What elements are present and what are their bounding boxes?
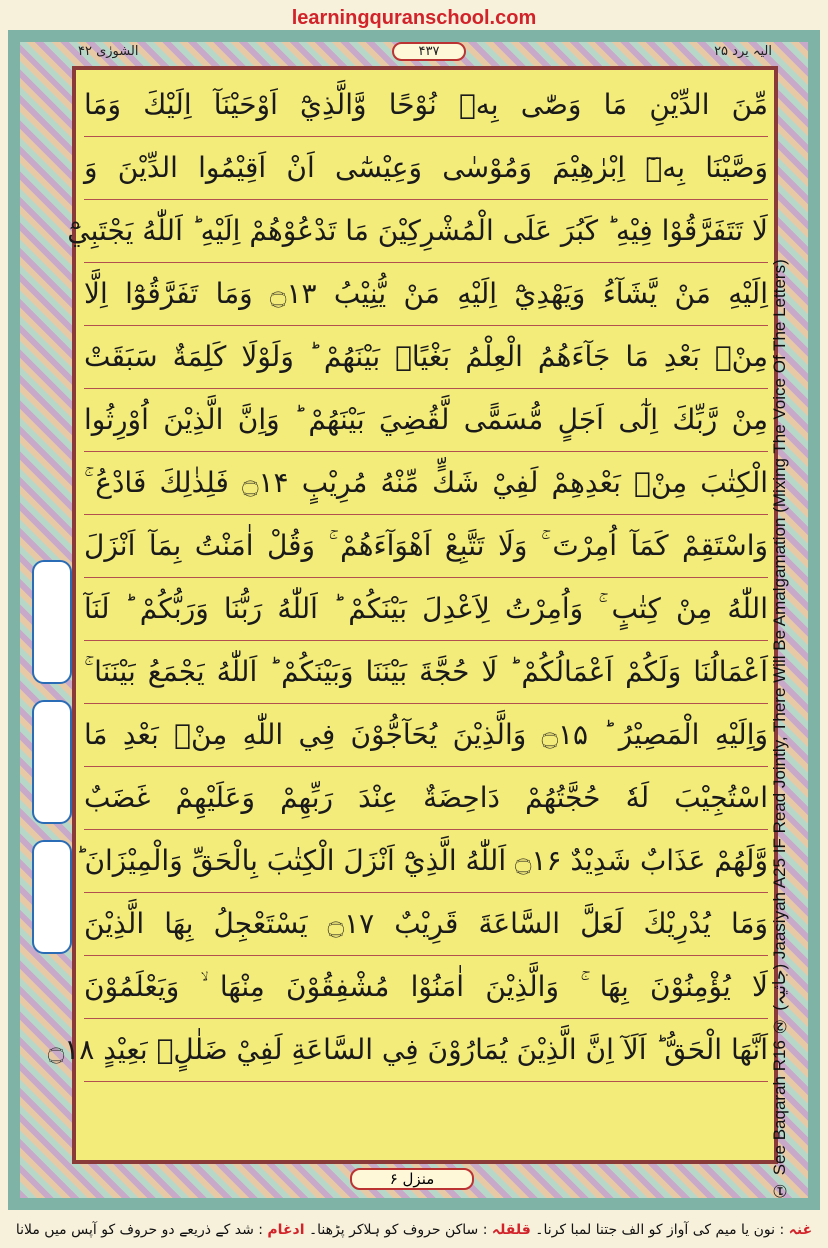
idgham-text: : شد کے ذریعے دو حروف کو آپس میں ملانا xyxy=(15,1222,263,1238)
side-note-text: ① See Baqarah R16 ② (جاثیہ) Jaasiyah A25 IF Read Jointly, There Will Be Amalgamation (Mixing The Voice Of The Letters) xyxy=(770,259,789,1200)
verse-line-6: مِنْ رَّبِّكَ اِلٰٓى اَجَلٍ مُّسَمًّى لَّقُضِيَ بَيْنَهُمْ ؕ وَاِنَّ الَّذِيْنَ اُوْرِثُوا xyxy=(84,389,768,452)
verse-line-15: لَا يُؤْمِنُوْنَ بِهَا ۚ وَالَّذِيْنَ اٰمَنُوْا مُشْفِقُوْنَ مِنْهَا ۙ وَيَعْلَمُوْنَ xyxy=(84,956,768,1019)
ghunna-text: : نون یا میم کی آواز کو الف جتنا لمبا کرنا۔ xyxy=(535,1222,785,1238)
verse-line-1: مِّنَ الدِّيْنِ مَا وَصّٰى بِهٖ نُوْحًا وَّالَّذِيْٓ اَوْحَيْنَآ اِلَيْكَ وَمَا xyxy=(84,74,768,137)
tajweed-legend xyxy=(0,1212,828,1248)
verse-line-11: وَاِلَيْهِ الْمَصِيْرُ ؕ ۝۱۵ وَالَّذِيْنَ يُحَآجُّوْنَ فِي اللّٰهِ مِنْۢ بَعْدِ مَا xyxy=(84,704,768,767)
verse-line-8: وَاسْتَقِمْ كَمَآ اُمِرْتَ ۚ وَلَا تَتَّبِعْ اَهْوَآءَهُمْ ۚ وَقُلْ اٰمَنْتُ بِمَآ اَنْزَلَ xyxy=(84,515,768,578)
verse-line-12: اسْتُجِيْبَ لَهٗ حُجَّتُهُمْ دَاحِضَةٌ عِنْدَ رَبِّهِمْ وَعَلَيْهِمْ غَضَبٌ xyxy=(84,767,768,830)
ghunna-key: غنہ xyxy=(788,1222,813,1238)
left-note-box-1 xyxy=(32,560,72,684)
juz-name: الیہ یرد ۲۵ xyxy=(714,44,772,59)
verse-line-16: اَنَّهَا الْحَقُّ ؕ اَلَآ اِنَّ الَّذِيْنَ يُمَارُوْنَ فِي السَّاعَةِ لَفِيْ ضَلٰلٍۢ بَعِيْدٍ ۝۱۸ xyxy=(84,1019,768,1082)
verse-line-3: لَا تَتَفَرَّقُوْا فِيْهِ ؕ كَبُرَ عَلَى الْمُشْرِكِيْنَ مَا تَدْعُوْهُمْ اِلَيْهِ ؕ اَللّٰهُ يَجْتَبِيْٓ xyxy=(84,200,768,263)
left-margin-notes xyxy=(30,560,70,960)
verse-line-14: وَمَا يُدْرِيْكَ لَعَلَّ السَّاعَةَ قَرِيْبٌ ۝۱۷ يَسْتَعْجِلُ بِهَا الَّذِيْنَ xyxy=(84,893,768,956)
page-header xyxy=(72,40,778,64)
side-notes xyxy=(764,60,820,1200)
verse-line-5: مِنْۢ بَعْدِ مَا جَآءَهُمُ الْعِلْمُ بَغْيًاۢ بَيْنَهُمْ ؕ وَلَوْلَا كَلِمَةٌ سَبَقَتْ xyxy=(84,326,768,389)
verse-line-9: اللّٰهُ مِنْ كِتٰبٍ ۚ وَاُمِرْتُ لِاَعْدِلَ بَيْنَكُمْ ؕ اَللّٰهُ رَبُّنَا وَرَبُّكُمْ ؕ لَنَآ xyxy=(84,578,768,641)
verse-lines xyxy=(47,74,769,1082)
page-number: ۴۳۷ xyxy=(392,42,466,61)
site-url: learningquranschool.com xyxy=(291,7,537,29)
verse-line-13: وَّلَهُمْ عَذَابٌ شَدِيْدٌ ۝۱۶ اَللّٰهُ الَّذِيْٓ اَنْزَلَ الْكِتٰبَ بِالْحَقِّ وَالْمِيْزَانَ ؕ xyxy=(84,830,768,893)
idgham-key: ادغام xyxy=(267,1222,305,1238)
manzil-label: منزل ۶ xyxy=(350,1168,474,1190)
verse-line-2: وَصَّيْنَا بِهٖٓ اِبْرٰهِيْمَ وَمُوْسٰى وَعِيْسٰٓى اَنْ اَقِيْمُوا الدِّيْنَ وَ xyxy=(84,137,768,200)
surah-name: الشورٰى ۴۲ xyxy=(78,44,139,59)
qalqala-key: قلقلہ xyxy=(491,1222,531,1238)
qalqala-text: : ساکن حروف کو ہلاکر پڑھنا۔ xyxy=(308,1222,488,1238)
verse-line-4: اِلَيْهِ مَنْ يَّشَآءُ وَيَهْدِيْٓ اِلَيْهِ مَنْ يُّنِيْبُ ۝۱۳ وَمَا تَفَرَّقُوْٓا اِلَّا xyxy=(84,263,768,326)
left-note-box-3 xyxy=(32,840,72,954)
left-note-box-2 xyxy=(32,700,72,824)
verse-line-10: اَعْمَالُنَا وَلَكُمْ اَعْمَالُكُمْ ؕ لَا حُجَّةَ بَيْنَنَا وَبَيْنَكُمْ ؕ اَللّٰهُ يَجْمَعُ بَيْنَنَا ۚ xyxy=(84,641,768,704)
verse-line-7: الْكِتٰبَ مِنْۢ بَعْدِهِمْ لَفِيْ شَكٍّ مِّنْهُ مُرِيْبٍ ۝۱۴ فَلِذٰلِكَ فَادْعُ ۚ xyxy=(84,452,768,515)
